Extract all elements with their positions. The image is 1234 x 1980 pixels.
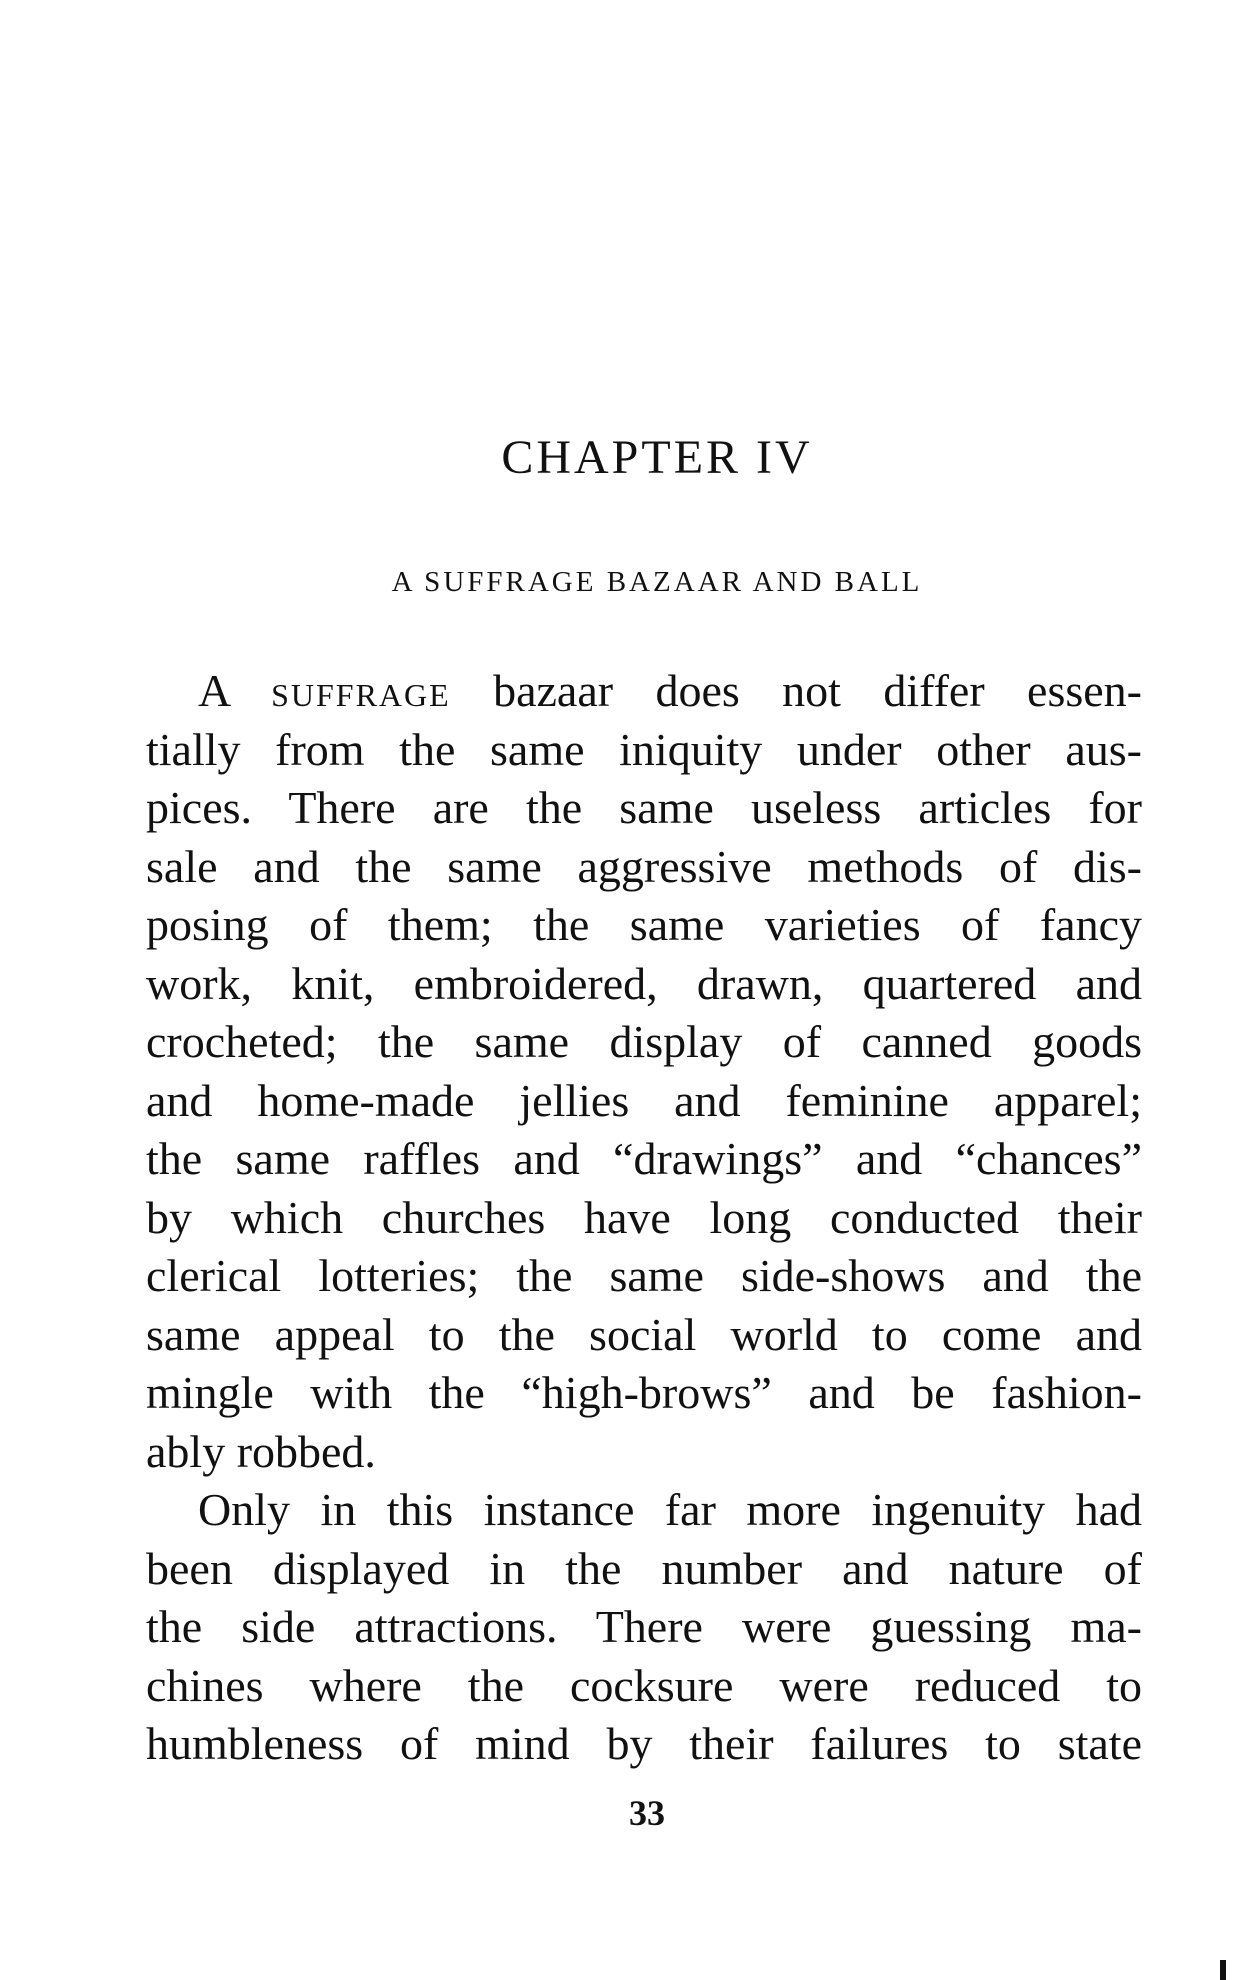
text-line: and home-made jellies and feminine apparel; (146, 1074, 1142, 1126)
scan-edge-mark (1220, 1960, 1226, 1980)
text-line: same appeal to the social world to come and (146, 1308, 1142, 1360)
text-line: crocheted; the same display of canned goods (146, 1016, 1142, 1067)
text-line: been displayed in the number and nature of (146, 1542, 1142, 1594)
text-line: posing of them; the same varieties of fancy (146, 899, 1142, 950)
paragraph-2 (146, 1481, 1142, 1774)
text-line: by which churches have long conducted their (146, 1191, 1142, 1243)
body-text (146, 662, 1142, 1774)
text-line: tially from the same iniquity under other aus- (146, 723, 1142, 775)
text-line: chines where the cocksure were reduced to (146, 1659, 1142, 1711)
text-line: pices. There are the same useless articles for (146, 782, 1142, 833)
chapter-title: CHAPTER IV (501, 431, 813, 484)
text-line (146, 662, 1142, 721)
lead-initial: A (198, 665, 229, 716)
text-line: ably robbed. (146, 1425, 376, 1477)
page-number: 33 (629, 1793, 665, 1833)
text-line: clerical lotteries; the same side-shows and the (146, 1250, 1142, 1301)
paragraph-1 (146, 662, 1142, 1481)
text-line: work, knit, embroidered, drawn, quartered and (146, 957, 1142, 1009)
text-line: sale and the same aggressive methods of dis- (146, 840, 1142, 892)
lead-smallcaps: suffrage (271, 665, 451, 716)
text-line: the side attractions. There were guessing ma- (146, 1601, 1142, 1652)
text-line: Only in this instance far more ingenuity had (198, 1484, 1142, 1535)
text-line: mingle with the “high-brows” and be fashion- (146, 1367, 1142, 1418)
line-text: bazaar does not differ essen- (493, 665, 1142, 716)
text-line: humbleness of mind by their failures to state (146, 1718, 1142, 1769)
text-line: the same raffles and “drawings” and “chances” (146, 1133, 1142, 1184)
chapter-subtitle: A SUFFRAGE BAZAAR AND BALL (391, 566, 923, 598)
